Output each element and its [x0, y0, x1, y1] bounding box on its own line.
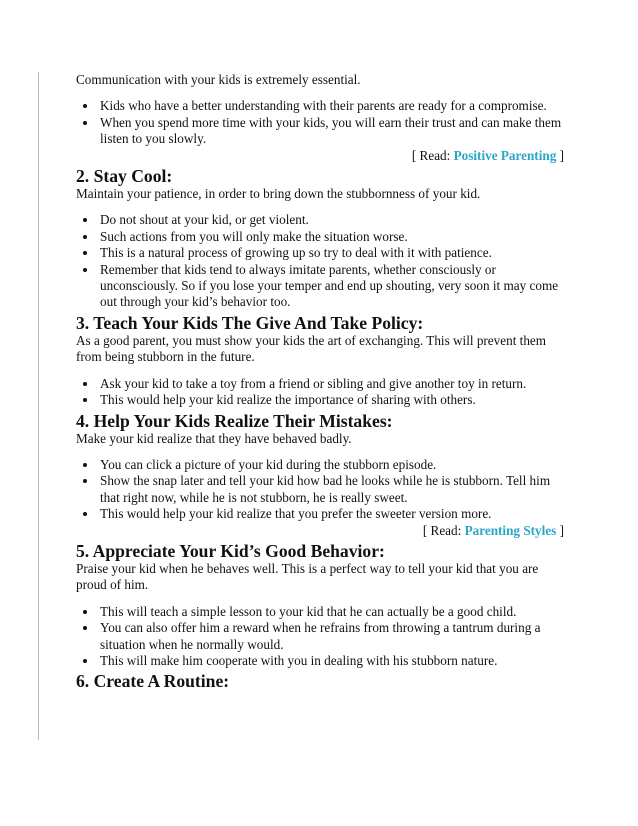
read-prefix: [ Read: [411, 147, 454, 163]
intro-bullet-list [76, 98, 566, 147]
heading-give-and-take: 3. Teach Your Kids The Give And Take Policy: [76, 312, 424, 333]
list-item: • Show the snap later and tell your kid how bad he looks while he is stubborn. Tell him that right now, while he is not stubborn, he is really sweet. [98, 473, 566, 506]
list-item: • Remember that kids tend to always imitate parents, whether consciously or unconsciously. So if you lose your temper and end up shouting, very soon it may come out through your kid’s behavior too. [98, 262, 566, 311]
section-text: Make your kid realize that they have behaved badly. [76, 430, 352, 446]
read-suffix: ] [556, 522, 564, 538]
positive-parenting-link[interactable]: Positive Parenting [453, 147, 557, 163]
document-body [76, 72, 566, 691]
list-item: • Do not shout at your kid, or get violent. [98, 212, 566, 228]
list-item: • Such actions from you will only make the situation worse. [98, 229, 566, 245]
margin-line [38, 72, 39, 740]
bullet-list [76, 212, 566, 310]
heading-good-behavior: 5. Appreciate Your Kid’s Good Behavior: [76, 540, 385, 561]
list-item: • You can click a picture of your kid during the stubborn episode. [98, 457, 566, 473]
heading-stay-cool: 2. Stay Cool: [76, 166, 173, 187]
read-more-positive-parenting [76, 148, 566, 164]
bullet-list [76, 376, 566, 409]
intro-paragraph: Communication with your kids is extremely essential. [76, 72, 361, 87]
list-item: • This is a natural process of growing up so try to deal with it with patience. [98, 245, 566, 261]
read-suffix: ] [556, 147, 564, 163]
section-text: Maintain your patience, in order to bring down the stubbornness of your kid. [76, 186, 481, 202]
heading-create-routine: 6. Create A Routine: [76, 671, 230, 692]
list-item: • Kids who have a better understanding with their parents are ready for a compromise. [98, 98, 566, 114]
read-prefix: [ Read: [422, 522, 465, 538]
list-item: • This will teach a simple lesson to your kid that he can actually be a good child. [98, 604, 566, 620]
list-item: • This would help your kid realize the importance of sharing with others. [98, 392, 566, 408]
parenting-styles-link[interactable]: Parenting Styles [464, 522, 557, 538]
section-text: Praise your kid when he behaves well. This is a perfect way to tell your kid that you are proud of him. [76, 560, 539, 593]
read-more-parenting-styles [76, 523, 566, 539]
list-item: • This will make him cooperate with you in dealing with his stubborn nature. [98, 653, 566, 669]
list-item: • When you spend more time with your kids, you will earn their trust and can make them listen to you slowly. [98, 115, 566, 148]
heading-realize-mistakes: 4. Help Your Kids Realize Their Mistakes: [76, 410, 393, 431]
bullet-list [76, 457, 566, 523]
bullet-list [76, 604, 566, 670]
list-item: • This would help your kid realize that you prefer the sweeter version more. [98, 506, 566, 522]
list-item: • You can also offer him a reward when he refrains from throwing a tantrum during a situation when he normally would. [98, 620, 566, 653]
list-item: • Ask your kid to take a toy from a friend or sibling and give another toy in return. [98, 376, 566, 392]
section-text: As a good parent, you must show your kids the art of exchanging. This will prevent them from being stubborn in the future. [76, 332, 547, 365]
